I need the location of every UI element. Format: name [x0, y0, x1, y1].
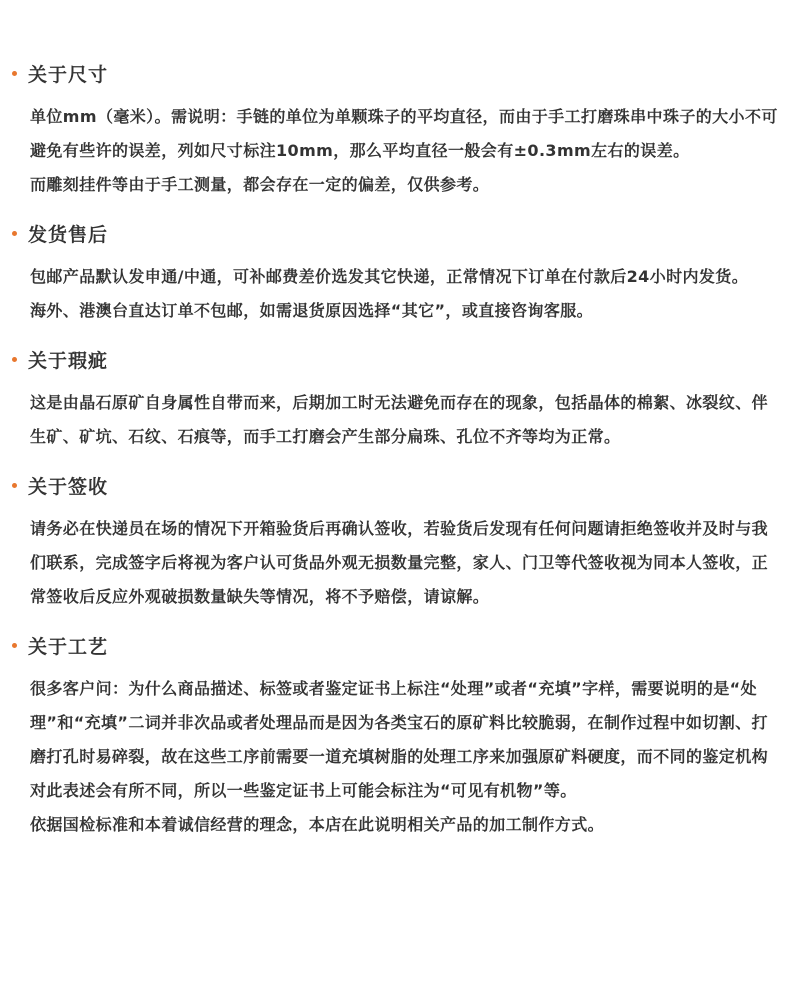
bullet-dot-icon: [12, 231, 17, 236]
section-heading: [12, 468, 782, 502]
section-body: [12, 672, 782, 842]
section-craft: [12, 628, 782, 842]
bullet-dot-icon: [12, 483, 17, 488]
bullet-dot-icon: [12, 357, 17, 362]
section-title: 关于签收: [28, 475, 109, 498]
bullet-dot-icon: [12, 71, 17, 76]
section-title: 关于工艺: [28, 635, 109, 658]
section-heading: [12, 56, 782, 90]
section-title: 发货售后: [28, 223, 109, 246]
section-flaws: [12, 342, 782, 454]
paragraph: 依据国检标准和本着诚信经营的理念，本店在此说明相关产品的加工制作方式。: [30, 815, 605, 834]
paragraph: 这是由晶石原矿自身属性自带而来，后期加工时无法避免而存在的现象，包括晶体的棉絮、冰裂纹、伴生矿、矿坑、石纹、石痕等，而手工打磨会产生部分扁珠、孔位不齐等均为正常。: [30, 393, 769, 446]
paragraph: 包邮产品默认发申通/中通，可补邮费差价选发其它快递，正常情况下订单在付款后24小时内发货。: [30, 267, 749, 286]
paragraph: 海外、港澳台直达订单不包邮，如需退货原因选择“其它”，或直接咨询客服。: [30, 301, 594, 320]
section-size: [12, 56, 782, 202]
section-title: 关于瑕疵: [28, 349, 109, 372]
paragraph: 单位mm（毫米）。需说明：手链的单位为单颗珠子的平均直径，而由于手工打磨珠串中珠子的大小不可避免有些许的误差，列如尺寸标注10mm，那么平均直径一般会有±0.3mm左右的误差。: [30, 107, 778, 160]
paragraph: 请务必在快递员在场的情况下开箱验货后再确认签收，若验货后发现有任何问题请拒绝签收并及时与我们联系，完成签字后将视为客户认可货品外观无损数量完整，家人、门卫等代签收视为同本人签收，正常签收后反应外观破损数量缺失等情况，将不予赔偿，请谅解。: [30, 519, 769, 606]
section-title: 关于尺寸: [28, 63, 109, 86]
section-body: [12, 260, 782, 328]
section-heading: [12, 216, 782, 250]
section-body: [12, 512, 782, 614]
section-heading: [12, 628, 782, 662]
section-body: [12, 386, 782, 454]
paragraph: 很多客户问：为什么商品描述、标签或者鉴定证书上标注“处理”或者“充填”字样，需要说明的是“处理”和“充填”二词并非次品或者处理品而是因为各类宝石的原矿料比较脆弱，在制作过程中如切割、打磨打孔时易碎裂，故在这些工序前需要一道充填树脂的处理工序来加强原矿料硬度，而不同的鉴定机构对此表述会有所不同，所以一些鉴定证书上可能会标注为“可见有机物”等。: [30, 679, 769, 800]
section-heading: [12, 342, 782, 376]
section-shipping: [12, 216, 782, 328]
bullet-dot-icon: [12, 643, 17, 648]
section-body: [12, 100, 782, 202]
paragraph: 而雕刻挂件等由于手工测量，都会存在一定的偏差，仅供参考。: [30, 175, 490, 194]
section-signing: [12, 468, 782, 614]
